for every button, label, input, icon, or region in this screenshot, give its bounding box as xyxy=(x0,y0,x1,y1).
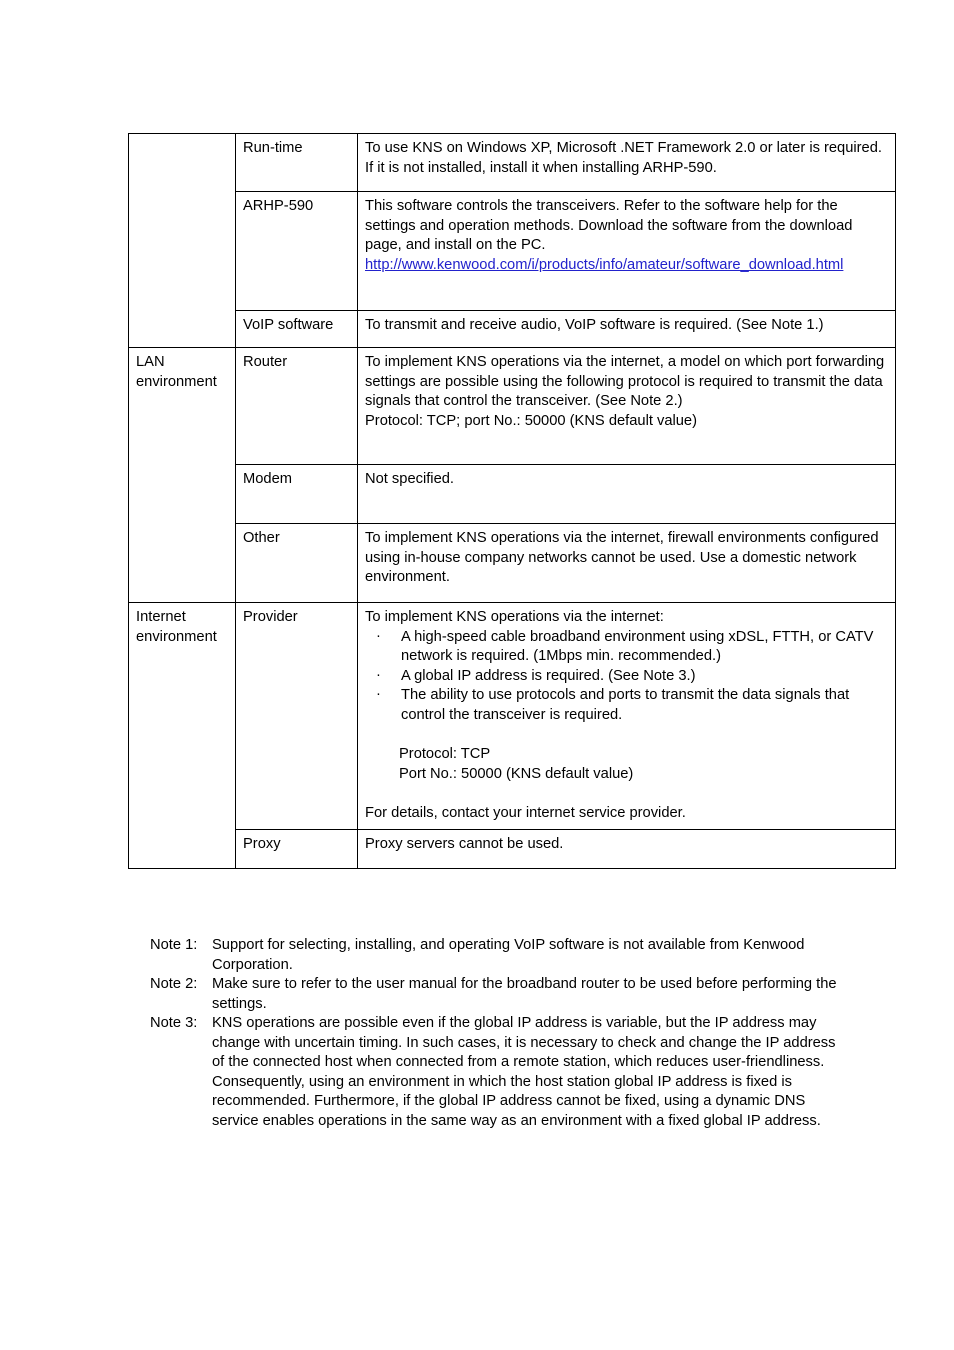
cell-item-modem: Modem xyxy=(236,465,358,524)
cell-item-voip-software: VoIP software xyxy=(236,311,358,348)
cell-category-internet-environment: Internet environment xyxy=(129,603,236,869)
desc-paragraph: To use KNS on Windows XP, Microsoft .NET Framework 2.0 or later is required. If it is not installed, install it when installing ARHP-590. xyxy=(365,140,882,176)
bullet-dot-icon: · xyxy=(376,686,381,703)
table-row xyxy=(129,524,896,603)
table-row xyxy=(129,311,896,348)
cell-category-lan-environment: LAN environment xyxy=(129,348,236,603)
note-2-label: Note 2: xyxy=(150,976,198,992)
cell-item-runtime: Run-time xyxy=(236,134,358,192)
cell-desc-router xyxy=(358,348,896,465)
list-item xyxy=(365,667,889,687)
cell-desc-arhp590 xyxy=(358,192,896,311)
cell-desc-provider xyxy=(358,603,896,830)
desc-paragraph: Proxy servers cannot be used. xyxy=(365,835,564,852)
table-row xyxy=(129,134,896,192)
provider-closing-line: For details, contact your internet service provider. xyxy=(365,804,686,821)
blank-line xyxy=(365,726,889,746)
notes-section xyxy=(150,936,840,1131)
list-item-label: The ability to use protocols and ports to transmit the data signals that control the transceiver is required. xyxy=(401,687,850,723)
desc-paragraph: This software controls the transceivers. Refer to the software help for the settings and operation methods. Download the software from the download page, and install on the PC. xyxy=(365,198,853,254)
provider-bullet-list xyxy=(365,628,889,726)
desc-paragraph: To transmit and receive audio, VoIP software is required. (See Note 1.) xyxy=(365,317,824,333)
cell-desc-runtime xyxy=(358,134,896,192)
note-1 xyxy=(150,936,840,975)
port-line: Port No.: 50000 (KNS default value) xyxy=(399,765,634,782)
note-3 xyxy=(150,1014,840,1131)
cell-desc-voip-software xyxy=(358,311,896,348)
table-row xyxy=(129,192,896,311)
cell-category-blank xyxy=(129,134,236,348)
desc-paragraph: To implement KNS operations via the internet, firewall environments configured using in-house company networks cannot be used. Use a domestic network environment. xyxy=(365,530,879,586)
table-row xyxy=(129,603,896,830)
protocol-line: Protocol: TCP xyxy=(399,746,491,763)
cell-item-arhp590: ARHP-590 xyxy=(236,192,358,311)
desc-paragraph: Not specified. xyxy=(365,471,454,487)
bullet-dot-icon: · xyxy=(376,627,381,644)
note-2 xyxy=(150,975,840,1014)
table-row xyxy=(129,465,896,524)
cell-item-other: Other xyxy=(236,524,358,603)
table-row xyxy=(129,829,896,868)
note-1-label: Note 1: xyxy=(150,937,198,953)
cell-desc-modem xyxy=(358,465,896,524)
desc-protocol-line: Protocol: TCP; port No.: 50000 (KNS default value) xyxy=(365,412,697,429)
list-item-label: A global IP address is required. (See Note 3.) xyxy=(401,667,696,684)
list-item xyxy=(365,628,889,667)
desc-paragraph: To implement KNS operations via the internet, a model on which port forwarding settings are possible using the following protocol is required to transmit the data signals that control the transceiver. (See Note 2.) xyxy=(365,354,885,410)
note-3-text: KNS operations are possible even if the global IP address is variable, but the IP address may change with uncertain timing. In such cases, it is necessary to check and change the IP address of the connected host when connected from a remote station, which reduces user-friendliness. Consequently, using an environment in which the host station global IP address is fixed is recommended. Furthermore, if the global IP address cannot be fixed, using a dynamic DNS service enables operations in the same way as an environment with a fixed global IP address. xyxy=(212,1015,836,1129)
cell-item-provider: Provider xyxy=(236,603,358,830)
provider-protocol-block xyxy=(365,745,889,784)
software-download-link[interactable]: http://www.kenwood.com/i/products/info/amateur/software_download.html xyxy=(365,256,844,273)
note-3-label: Note 3: xyxy=(150,1015,198,1031)
note-2-text: Make sure to refer to the user manual for the broadband router to be used before performing the settings. xyxy=(212,976,837,1012)
table-row xyxy=(129,348,896,465)
bullet-dot-icon: · xyxy=(376,666,381,683)
cell-item-proxy: Proxy xyxy=(236,829,358,868)
cell-desc-proxy xyxy=(358,829,896,868)
cell-item-router: Router xyxy=(236,348,358,465)
list-item-label: A high-speed cable broadband environment using xDSL, FTTH, or CATV network is required. (1Mbps min. recommended.) xyxy=(401,628,874,665)
list-item xyxy=(365,686,889,725)
cell-desc-other xyxy=(358,524,896,603)
desc-paragraph: To implement KNS operations via the internet: xyxy=(365,609,664,625)
blank-line xyxy=(365,784,889,804)
requirements-table xyxy=(128,133,896,869)
note-1-text: Support for selecting, installing, and operating VoIP software is not available from Kenwood Corporation. xyxy=(212,937,805,973)
